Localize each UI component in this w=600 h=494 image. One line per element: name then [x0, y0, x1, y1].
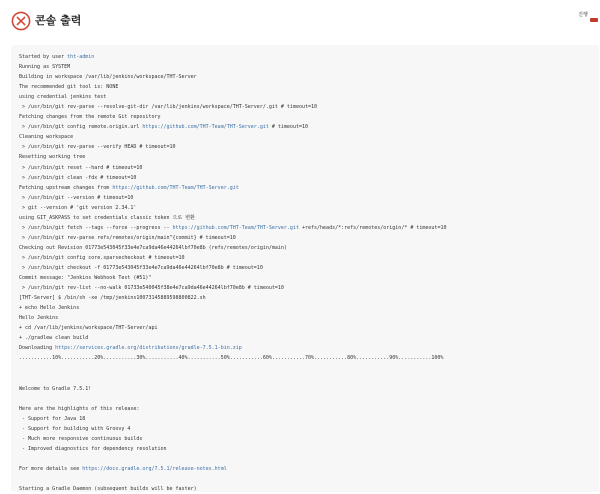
console-line — [19, 283, 599, 293]
console-text: Checking out Revision 01773e543045f33e4e7ca9da46e44264lbf70e8b (refs/remotes/origin/main) — [19, 244, 287, 251]
console-text: Running as SYSTEM — [19, 64, 71, 71]
console-line — [19, 62, 599, 72]
console-text: The recommended git tool is: NONE — [19, 84, 119, 91]
console-text: Resetting working tree — [19, 154, 86, 161]
console-text: Fetching changes from the remote Git repository — [19, 114, 161, 121]
console-text: Building in workspace /var/lib/jenkins/workspace/THT-Server — [19, 74, 197, 81]
console-line — [19, 404, 599, 414]
console-text: Hello Jenkins — [19, 315, 59, 322]
console-line — [19, 243, 599, 253]
console-text: Downloading — [19, 345, 56, 352]
console-line — [19, 223, 599, 233]
console-link[interactable]: https://github.com/THT-Team/THT-Server.git — [172, 224, 299, 231]
console-line — [19, 102, 599, 112]
console-text: > git --version # 'git version 2.34.1' — [19, 204, 137, 211]
console-line — [19, 142, 599, 152]
console-line — [19, 213, 599, 223]
console-text: - Improved diagnostics for dependency resolution — [19, 445, 167, 452]
console-line — [19, 434, 599, 444]
console-text: + echo Hello Jenkins — [19, 305, 80, 312]
console-link[interactable]: https://github.com/THT-Team/THT-Server.git — [112, 184, 239, 191]
console-text: Started by user — [19, 54, 68, 60]
console-text: > /usr/bin/git checkout -f 01773e543045f33e4e7ca9da46e44264lbf70e8b # timeout=10 — [19, 264, 263, 271]
console-link[interactable]: https://services.gradle.org/distributions/gradle-7.5.1-bin.zip — [55, 345, 242, 352]
console-line — [19, 122, 599, 132]
console-text: > /usr/bin/git config core.sparsecheckout # timeout=10 — [19, 254, 185, 261]
page-title: 콘솔 출력 — [35, 14, 82, 27]
console-text: + ./gradlew clean build — [19, 335, 89, 342]
console-line — [19, 132, 599, 142]
console-line — [19, 353, 599, 363]
view-toggle-icon — [590, 18, 598, 22]
console-line — [19, 333, 599, 343]
console-line — [19, 414, 599, 424]
console-text: using credential jenkins test — [19, 94, 107, 101]
view-toggle-button[interactable] — [578, 13, 598, 29]
console-text: - Much more responsive continuous builds — [19, 435, 143, 442]
console-text: using GIT_ASKPASS to set credentials classic token 으로 변환 — [19, 214, 195, 221]
console-text: + cd /var/lib/jenkins/workspace/THT-Server/api — [19, 325, 158, 332]
console-line — [19, 374, 599, 384]
console-link[interactable]: https://github.com/THT-Team/THT-Server.git — [142, 124, 269, 131]
console-line — [19, 203, 599, 213]
console-line — [19, 303, 599, 313]
console-text: Starting a Gradle Daemon (subsequent builds will be faster) — [19, 486, 197, 492]
console-line — [19, 343, 599, 353]
console-text: Welcome to Gradle 7.5.1! — [19, 385, 92, 392]
console-line — [19, 474, 599, 484]
console-line — [19, 293, 599, 303]
console-text: # timeout=10 — [268, 124, 308, 131]
console-text: ...........10%...........20%...........30%...........40%...........50%...........60%...........70%...........80%...........90%...........100% — [19, 355, 444, 362]
page-header — [0, 0, 600, 42]
console-line — [19, 52, 599, 62]
console-line — [19, 313, 599, 323]
console-text: > /usr/bin/git reset --hard # timeout=10 — [19, 164, 143, 171]
console-link[interactable]: https://docs.gradle.org/7.5.1/release-notes.html — [82, 465, 227, 472]
console-text: > /usr/bin/git config remote.origin.url — [19, 124, 143, 131]
console-text: > /usr/bin/git rev-parse refs/remotes/origin/main^{commit} # timeout=10 — [19, 234, 236, 241]
console-line — [19, 444, 599, 454]
console-text: For more details see — [19, 465, 83, 472]
console-text: Fetching upstream changes from — [19, 184, 113, 191]
console-line — [19, 394, 599, 404]
console-text: > /usr/bin/git --version # timeout=10 — [19, 194, 134, 201]
console-text: Cleaning workspace — [19, 134, 74, 141]
console-line — [19, 92, 599, 102]
console-line — [19, 193, 599, 203]
console-line — [19, 112, 599, 122]
console-line — [19, 82, 599, 92]
console-line — [19, 323, 599, 333]
console-line — [19, 163, 599, 173]
console-line — [19, 454, 599, 464]
console-text: - Support for Java 18 — [19, 415, 86, 422]
console-text: Here are the highlights of this release: — [19, 405, 140, 412]
console-line — [19, 152, 599, 162]
console-line — [19, 183, 599, 193]
console-text: - Support for building with Groovy 4 — [19, 425, 131, 432]
failure-x-icon — [11, 11, 31, 31]
console-text: [THT-Server] $ /bin/sh -xe /tmp/jenkins10073145889598800822.sh — [19, 295, 206, 302]
console-line — [19, 384, 599, 394]
console-text: > /usr/bin/git rev-parse --verify HEAD # timeout=10 — [19, 144, 176, 151]
console-link[interactable]: tht-admin — [67, 54, 95, 60]
console-line — [19, 363, 599, 373]
console-line — [19, 233, 599, 243]
console-text: > /usr/bin/git rev-parse --resolve-git-dir /var/lib/jenkins/workspace/THT-Server/.git # timeout=10 — [19, 104, 318, 111]
console-text: +refs/heads/*:refs/remotes/origin/* # timeout=10 — [298, 224, 447, 231]
console-line — [19, 263, 599, 273]
console-text: Commit message: "Jenkins Webhook Test (#51)" — [19, 275, 152, 282]
console-line — [19, 484, 599, 492]
console-output — [11, 45, 599, 492]
view-toggle-label: 진행 — [578, 12, 588, 18]
console-line — [19, 424, 599, 434]
console-line — [19, 464, 599, 474]
console-line — [19, 253, 599, 263]
console-line — [19, 173, 599, 183]
console-line — [19, 72, 599, 82]
console-text: > /usr/bin/git rev-list --no-walk 01733e540045f38e4e7ca9da46e44264lbf70e8b # timeout=10 — [19, 285, 284, 292]
console-line — [19, 273, 599, 283]
console-text: > /usr/bin/git clean -fdx # timeout=10 — [19, 174, 137, 181]
console-text: > /usr/bin/git fetch --tags --force --progress -- — [19, 224, 173, 231]
